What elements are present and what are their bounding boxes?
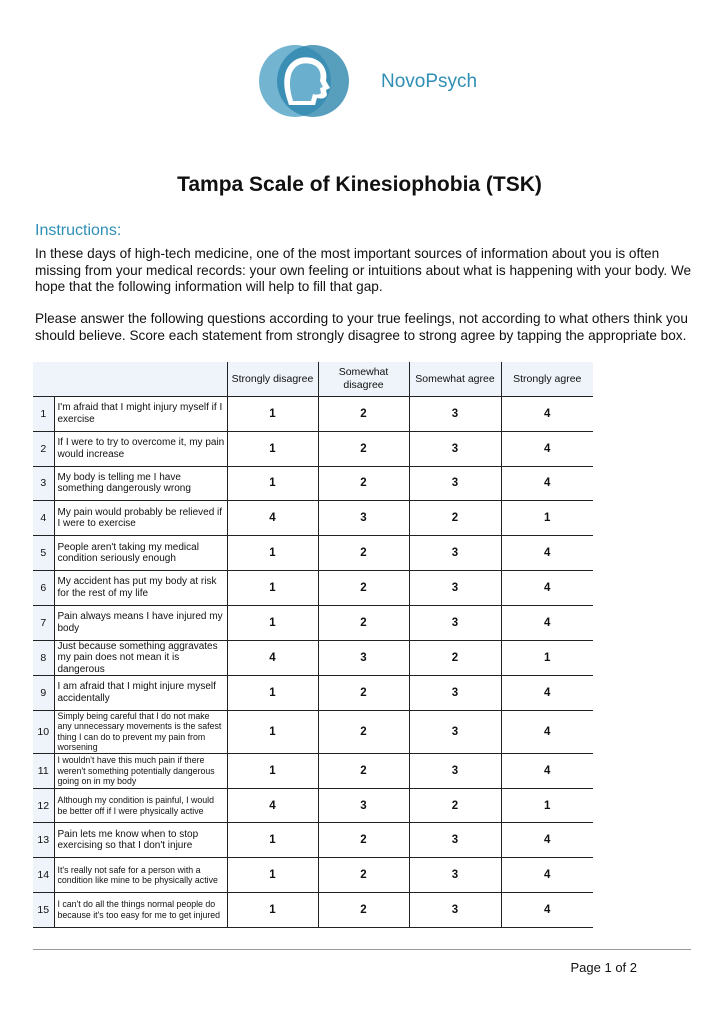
score-option[interactable]: 3: [409, 570, 501, 605]
item-number: 10: [33, 710, 54, 753]
score-option[interactable]: 1: [227, 823, 318, 858]
item-number: 14: [33, 858, 54, 893]
score-option[interactable]: 1: [501, 501, 593, 536]
score-option[interactable]: 4: [501, 893, 593, 928]
score-option[interactable]: 3: [409, 431, 501, 466]
score-option[interactable]: 4: [501, 431, 593, 466]
item-statement: Although my condition is painful, I would be better off if I were physically active: [54, 788, 227, 823]
score-option[interactable]: 2: [318, 536, 409, 571]
header-strongly-disagree: Strongly disagree: [227, 362, 318, 397]
score-option[interactable]: 4: [227, 640, 318, 676]
item-statement: I can't do all the things normal people do because it's too easy for me to get injured: [54, 893, 227, 928]
header-somewhat-disagree: Somewhat disagree: [318, 362, 409, 397]
table-row: [33, 893, 593, 928]
item-statement: I am afraid that I might injure myself accidentally: [54, 676, 227, 711]
item-statement: Pain always means I have injured my body: [54, 605, 227, 640]
table-row: [33, 431, 593, 466]
score-option[interactable]: 1: [227, 676, 318, 711]
tsk-table: [33, 362, 593, 928]
header-strongly-agree: Strongly agree: [501, 362, 593, 397]
score-option[interactable]: 3: [318, 501, 409, 536]
score-option[interactable]: 4: [227, 501, 318, 536]
score-option[interactable]: 4: [501, 823, 593, 858]
item-number: 2: [33, 431, 54, 466]
score-option[interactable]: 3: [409, 858, 501, 893]
table-row: [33, 676, 593, 711]
score-option[interactable]: 2: [318, 466, 409, 501]
table-row: [33, 605, 593, 640]
header-blank-cell: [33, 362, 227, 397]
score-option[interactable]: 2: [318, 823, 409, 858]
item-number: 1: [33, 397, 54, 432]
table-row: [33, 753, 593, 788]
score-option[interactable]: 2: [318, 605, 409, 640]
item-number: 13: [33, 823, 54, 858]
item-statement: I wouldn't have this much pain if there weren't something potentially dangerous going on in my body: [54, 753, 227, 788]
table-row: [33, 397, 593, 432]
score-option[interactable]: 2: [318, 570, 409, 605]
score-option[interactable]: 3: [409, 893, 501, 928]
item-number: 7: [33, 605, 54, 640]
score-option[interactable]: 4: [501, 466, 593, 501]
score-option[interactable]: 3: [409, 710, 501, 753]
score-option[interactable]: 4: [501, 710, 593, 753]
score-option[interactable]: 1: [227, 431, 318, 466]
novopsych-logo-icon: [255, 35, 353, 127]
item-number: 9: [33, 676, 54, 711]
score-option[interactable]: 4: [501, 536, 593, 571]
table-row: [33, 501, 593, 536]
table-row: [33, 788, 593, 823]
score-option[interactable]: 2: [409, 640, 501, 676]
score-option[interactable]: 2: [318, 753, 409, 788]
table-row: [33, 570, 593, 605]
score-option[interactable]: 4: [501, 753, 593, 788]
table-row: [33, 536, 593, 571]
item-number: 6: [33, 570, 54, 605]
table-row: [33, 640, 593, 676]
score-option[interactable]: 1: [227, 753, 318, 788]
score-option[interactable]: 2: [318, 397, 409, 432]
item-number: 11: [33, 753, 54, 788]
item-statement: I'm afraid that I might injury myself if I exercise: [54, 397, 227, 432]
score-option[interactable]: 3: [409, 605, 501, 640]
score-option[interactable]: 1: [227, 570, 318, 605]
score-option[interactable]: 3: [318, 640, 409, 676]
item-statement: My pain would probably be relieved if I were to exercise: [54, 501, 227, 536]
item-number: 8: [33, 640, 54, 676]
item-number: 4: [33, 501, 54, 536]
item-number: 12: [33, 788, 54, 823]
score-option[interactable]: 2: [318, 676, 409, 711]
score-option[interactable]: 3: [409, 397, 501, 432]
score-option[interactable]: 1: [227, 536, 318, 571]
item-statement: Just because something aggravates my pain does not mean it is dangerous: [54, 640, 227, 676]
item-statement: My body is telling me I have something dangerously wrong: [54, 466, 227, 501]
score-option[interactable]: 1: [227, 605, 318, 640]
score-option[interactable]: 3: [409, 753, 501, 788]
score-option[interactable]: 1: [227, 397, 318, 432]
score-option[interactable]: 2: [409, 501, 501, 536]
score-option[interactable]: 2: [318, 431, 409, 466]
item-number: 5: [33, 536, 54, 571]
score-option[interactable]: 3: [409, 466, 501, 501]
item-number: 3: [33, 466, 54, 501]
page-number: Page 1 of 2: [570, 960, 637, 975]
brand-name: NovoPsych: [381, 71, 478, 92]
score-option[interactable]: 1: [227, 466, 318, 501]
score-option[interactable]: 4: [501, 858, 593, 893]
score-option[interactable]: 4: [501, 397, 593, 432]
score-option[interactable]: 1: [227, 858, 318, 893]
score-option[interactable]: 1: [501, 788, 593, 823]
score-option[interactable]: 3: [409, 823, 501, 858]
instructions-heading: Instructions:: [35, 222, 122, 239]
score-option[interactable]: 4: [227, 788, 318, 823]
table-header-row: [33, 362, 593, 397]
instructions-paragraph-2: Please answer the following questions according to your true feelings, not according to what others think you should believe. Score each statement from strongly disagree to strong agree by tapping the appropriate box.: [35, 311, 688, 343]
score-option[interactable]: 2: [318, 858, 409, 893]
score-option[interactable]: 4: [501, 605, 593, 640]
item-number: 15: [33, 893, 54, 928]
item-statement: My accident has put my body at risk for the rest of my life: [54, 570, 227, 605]
item-statement: Simply being careful that I do not make any unnecessary movements is the safest thing I can do to prevent my pain from worsening: [54, 710, 227, 753]
table-row: [33, 823, 593, 858]
item-statement: It's really not safe for a person with a condition like mine to be physically active: [54, 858, 227, 893]
item-statement: Pain lets me know when to stop exercising so that I don't injure: [54, 823, 227, 858]
score-option[interactable]: 3: [409, 536, 501, 571]
item-statement: People aren't taking my medical condition seriously enough: [54, 536, 227, 571]
page-title: Tampa Scale of Kinesiophobia (TSK): [177, 173, 542, 196]
score-option[interactable]: 4: [501, 676, 593, 711]
score-option[interactable]: 1: [501, 640, 593, 676]
instructions-paragraph-1: In these days of high-tech medicine, one of the most important sources of information about you is often missing from your medical records: your own feeling or intuitions about what is happening with your body. We hope that the following information will help to fill that gap.: [35, 246, 692, 294]
score-option[interactable]: 2: [409, 788, 501, 823]
score-option[interactable]: 4: [501, 570, 593, 605]
table-row: [33, 466, 593, 501]
score-option[interactable]: 2: [318, 893, 409, 928]
header-somewhat-agree: Somewhat agree: [409, 362, 501, 397]
table-row: [33, 710, 593, 753]
score-option[interactable]: 1: [227, 893, 318, 928]
item-statement: If I were to try to overcome it, my pain would increase: [54, 431, 227, 466]
score-option[interactable]: 3: [409, 676, 501, 711]
score-option[interactable]: 3: [318, 788, 409, 823]
table-row: [33, 858, 593, 893]
footer-divider: [33, 949, 691, 950]
score-option[interactable]: 1: [227, 710, 318, 753]
score-option[interactable]: 2: [318, 710, 409, 753]
